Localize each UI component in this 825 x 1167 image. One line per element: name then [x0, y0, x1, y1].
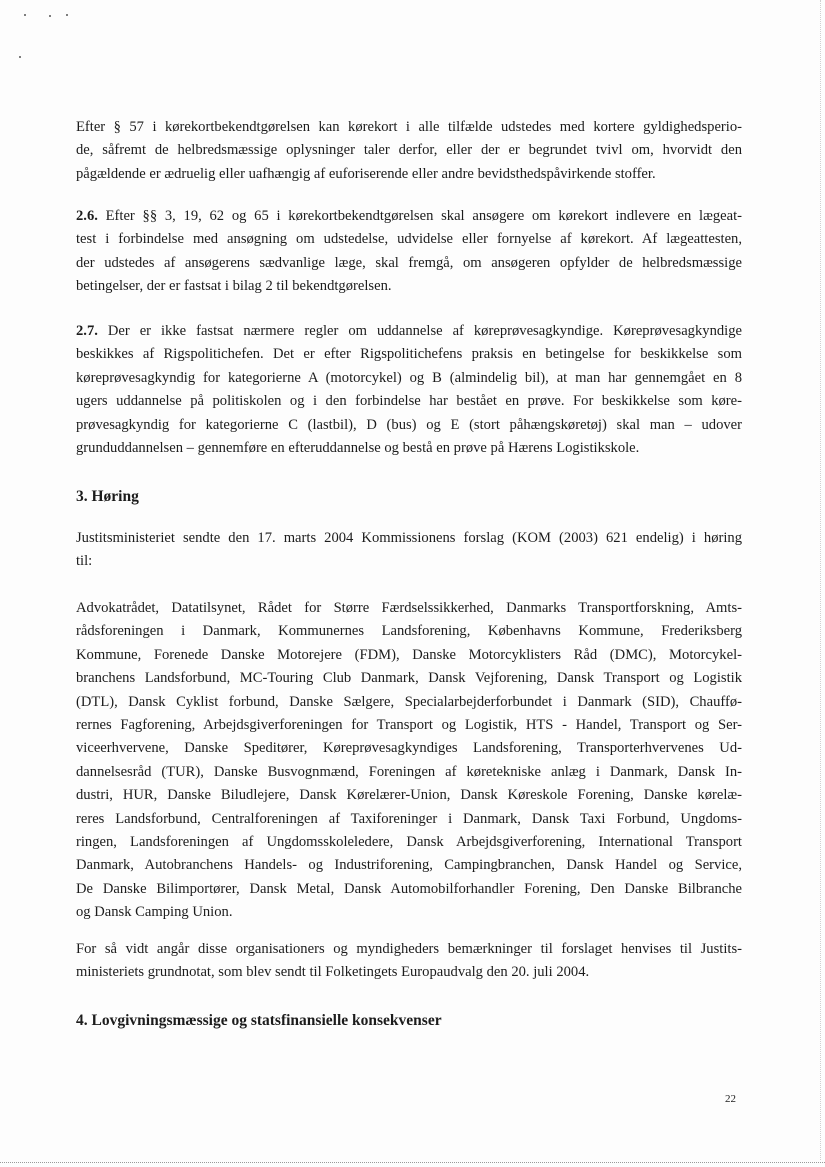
text-line: Danmark, Autobranchens Handels- og Industriforening, Campingbranchen, Dansk Handel og Service,	[76, 857, 742, 874]
paragraph-3-outro	[76, 938, 742, 985]
scan-artifact	[66, 14, 68, 16]
paragraph-3-intro	[76, 527, 742, 574]
text-line	[76, 320, 742, 343]
text-line: reres Landsforbund, Centralforeningen af Taxiforeninger i Danmark, Dansk Taxi Forbund, Ungdoms-	[76, 810, 742, 827]
text-line: pågældende er ædruelig eller uafhængig af euforiserende eller andre bevidsthedspåvirkende stoffer.	[76, 165, 656, 182]
text-line: rådsforeningen i Danmark, Kommunernes Landsforening, Københavns Kommune, Frederiksberg	[76, 623, 742, 640]
page-number: 22	[725, 1093, 736, 1105]
text-line: Advokatrådet, Datatilsynet, Rådet for Større Færdselssikkerhed, Danmarks Transportforskning, Amts-	[76, 600, 742, 616]
section-number: 2.6.	[76, 208, 98, 224]
text-line: ministeriets grundnotat, som blev sendt til Folketingets Europaudvalg den 20. juli 2004.	[76, 964, 590, 981]
section-number: 2.7.	[76, 323, 98, 339]
text-line: rernes Fagforening, Arbejdsgiverforeningen for Transport og Logistik, HTS - Handel, Transport og Ser-	[76, 717, 742, 734]
text-line: og Dansk Camping Union.	[76, 904, 233, 921]
text-line: Justitsministeriet sendte den 17. marts 2004 Kommissionens forslag (KOM (2003) 621 endelig) i høring	[76, 530, 742, 546]
section-2-7	[76, 320, 742, 460]
text-line: beskikkes af Rigspolitichefen. Det er efter Rigspolitichefens praksis en betingelse for beskikkelse som	[76, 346, 742, 363]
scan-artifact	[19, 56, 21, 58]
text-line: ugers uddannelse på politiskolen og i den forbindelse har bestået en prøve. For beskikkelse som køre-	[76, 393, 742, 410]
paragraph-1	[76, 116, 742, 186]
text-line	[76, 205, 742, 228]
scan-artifact	[49, 15, 51, 17]
text-line: prøvesagkyndig for kategorierne C (lastbil), D (bus) og E (stort påhængskøretøj) skal man – udover	[76, 416, 742, 433]
text-fragment: Der er ikke fastsat nærmere regler om uddannelse af køreprøvesagkyndige. Køreprøvesagkyndige	[97, 323, 742, 339]
text-line: For så vidt angår disse organisationers og myndigheders bemærkninger til forslaget henvises til Justits-	[76, 941, 742, 957]
section-heading-4: 4. Lovgivningsmæssige og statsfinansielle konsekvenser	[76, 1012, 442, 1029]
text-line: Kommune, Forenede Danske Motorejere (FDM), Danske Motorcyklisters Råd (DMC), Motorcykel-	[76, 646, 742, 663]
text-line: De Danske Bilimportører, Dansk Metal, Dansk Automobilforhandler Forening, Den Danske Bilbranche	[76, 880, 742, 897]
paragraph-3-organisations	[76, 597, 742, 925]
text-line: Efter § 57 i kørekortbekendtgørelsen kan kørekort i alle tilfælde udstedes med kortere gyldighedsperio-	[76, 119, 742, 135]
scan-edge-bottom	[0, 1162, 825, 1163]
scan-edge-right	[820, 0, 821, 1160]
section-heading-3: 3. Høring	[76, 488, 139, 505]
text-line: ringen, Landsforeningen af Ungdomsskoleledere, Dansk Arbejdsgiverforening, International Transport	[76, 834, 742, 851]
text-fragment: Efter §§ 3, 19, 62 og 65 i kørekortbekendtgørelsen skal ansøgere om kørekort indlevere en lægeat-	[97, 208, 742, 224]
text-line: branchens Landsforbund, MC-Touring Club Danmark, Dansk Vejforening, Dansk Transport og Logistik	[76, 670, 742, 687]
section-2-6	[76, 205, 742, 299]
text-line: de, såfremt de helbredsmæssige oplysninger taler derfor, eller der er begrundet tvivl om, hvorvidt den	[76, 142, 742, 159]
text-line: grunduddannelsen – gennemføre en efteruddannelse og bestå en prøve på Hærens Logistikskole.	[76, 440, 640, 457]
text-line: viceerhvervene, Danske Speditører, Køreprøvesagkyndiges Landsforening, Transporterhvervenes Ud-	[76, 740, 742, 757]
text-line: dustri, HUR, Danske Biludlejere, Dansk Kørelærer-Union, Dansk Køreskole Forening, Danske kørelæ-	[76, 787, 742, 804]
text-line: (DTL), Dansk Cyklist forbund, Danske Sælgere, Specialarbejderforbundet i Danmark (SID), Chauffø-	[76, 693, 742, 710]
text-line: betingelser, der er fastsat i bilag 2 til bekendtgørelsen.	[76, 278, 392, 295]
scan-artifact	[24, 14, 26, 16]
text-line: der udstedes af ansøgerens sædvanlige læge, skal fremgå, om ansøgeren opfylder de helbredsmæssige	[76, 254, 742, 271]
text-line: til:	[76, 553, 93, 570]
text-line: køreprøvesagkyndig for kategorierne A (motorcykel) og B (almindelig bil), at man har gennemgået en 8	[76, 369, 742, 386]
text-line: dannelsesråd (TUR), Danske Busvognmænd, Foreningen af køretekniske anlæg i Danmark, Dansk In-	[76, 763, 742, 780]
text-line: test i forbindelse med ansøgning om udstedelse, udvidelse eller fornyelse af kørekort. Af lægeattesten,	[76, 231, 742, 248]
